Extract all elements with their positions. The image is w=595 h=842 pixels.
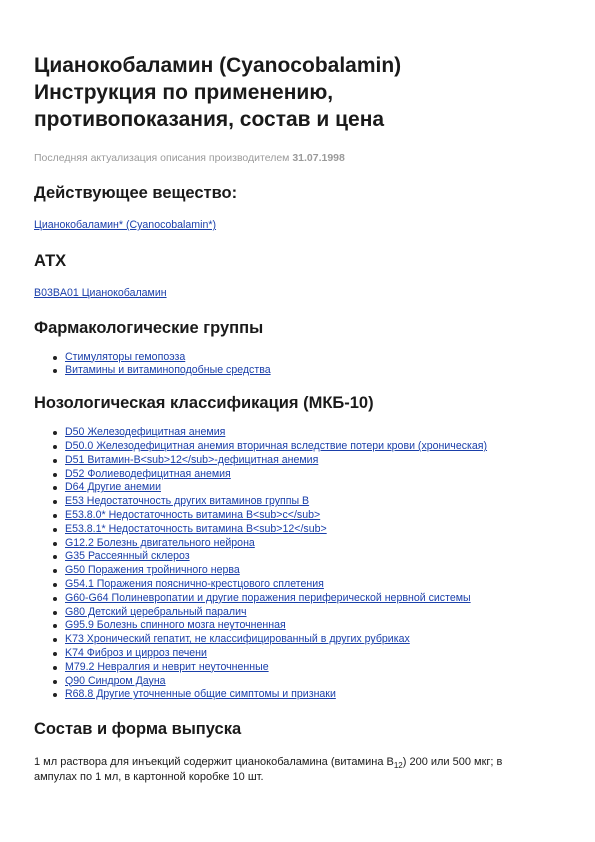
- icd-item: [65, 688, 564, 702]
- document-page: [34, 52, 564, 785]
- pharm-group-item-link[interactable]: Витамины и витаминоподобные средства: [65, 364, 271, 377]
- pharm-group-item: [65, 351, 564, 365]
- icd-item-link[interactable]: E53.8.0* Недостаточность витамина B<sub>c</sub>: [65, 508, 321, 521]
- icd-item: [65, 550, 564, 564]
- pharm-groups-list: [34, 351, 564, 379]
- icd-item: [65, 647, 564, 661]
- icd-item: [65, 619, 564, 633]
- icd-item-link[interactable]: G60-G64 Полиневропатии и другие поражения периферической нервной системы: [65, 591, 471, 604]
- pharm-groups-heading: Фармакологические группы: [34, 318, 264, 337]
- icd-item-link[interactable]: E53.8.1* Недостаточность витамина B<sub>12</sub>: [65, 522, 327, 535]
- composition-text: [34, 755, 564, 785]
- icd-item: [65, 592, 564, 606]
- active-substance-link[interactable]: Цианокобаламин* (Cyanocobalamin*): [34, 219, 217, 231]
- icd-item-link[interactable]: K74 Фиброз и цирроз печени: [65, 646, 207, 659]
- atc-heading: АТХ: [34, 251, 67, 270]
- icd-item: [65, 633, 564, 647]
- page-title-line-1: Цианокобаламин (Cyanocobalamin): [34, 54, 402, 77]
- pharm-group-item-link[interactable]: Стимуляторы гемопоэза: [65, 350, 186, 363]
- icd-item-link[interactable]: G35 Рассеянный склероз: [65, 550, 190, 563]
- composition-text-line-2: ампулах по 1 мл, в картонной коробке 10 шт.: [34, 771, 264, 784]
- icd-item: [65, 426, 564, 440]
- icd-item-link[interactable]: Q90 Синдром Дауна: [65, 674, 166, 687]
- last-updated-date: 31.07.1998: [292, 152, 345, 164]
- icd-item: [65, 661, 564, 675]
- icd-item-link[interactable]: D52 Фолиеводефицитная анемия: [65, 467, 231, 480]
- icd-item: [65, 675, 564, 689]
- icd-list: [34, 426, 564, 702]
- icd-heading: Нозологическая классификация (МКБ-10): [34, 394, 374, 413]
- composition-heading: Состав и форма выпуска: [34, 720, 242, 739]
- icd-item-link[interactable]: M79.2 Невралгия и неврит неуточненные: [65, 660, 269, 673]
- atc-link[interactable]: B03BA01 Цианокобаламин: [34, 286, 167, 299]
- composition-text-part-1: 1 мл раствора для инъекций содержит цианокобаламина (витамина B: [34, 756, 394, 769]
- icd-item: [65, 440, 564, 454]
- icd-item-link[interactable]: D50.0 Железодефицитная анемия вторичная вследствие потери крови (хроническая): [65, 439, 488, 452]
- page-title: [34, 52, 564, 133]
- icd-item-link[interactable]: G54.1 Поражения пояснично-крестцового сплетения: [65, 577, 324, 590]
- icd-item-link[interactable]: E53 Недостаточность других витаминов группы B: [65, 495, 310, 508]
- icd-item: [65, 523, 564, 537]
- icd-item: [65, 537, 564, 551]
- icd-item-link[interactable]: R68.8 Другие уточненные общие симптомы и признаки: [65, 688, 336, 701]
- icd-item: [65, 454, 564, 468]
- pharm-group-item: [65, 364, 564, 378]
- icd-item-link[interactable]: D50 Железодефицитная анемия: [65, 426, 226, 439]
- icd-item-link[interactable]: G12.2 Болезнь двигательного нейрона: [65, 536, 255, 549]
- icd-item: [65, 578, 564, 592]
- active-substance-heading: Действующее вещество:: [34, 184, 238, 202]
- icd-item: [65, 564, 564, 578]
- icd-item-link[interactable]: G80 Детский церебральный паралич: [65, 605, 247, 618]
- last-updated-label: Последняя актуализация описания производителем: [34, 152, 290, 164]
- icd-item: [65, 468, 564, 482]
- page-title-line-3: противопоказания, состав и цена: [34, 108, 385, 131]
- composition-text-subscript: 12: [393, 761, 403, 771]
- composition-text-part-2: ) 200 или 500 мкг; в: [402, 756, 503, 769]
- icd-item-link[interactable]: D51 Витамин-B<sub>12</sub>-дефицитная анемия: [65, 453, 319, 466]
- last-updated: [34, 152, 564, 164]
- icd-item-link[interactable]: G50 Поражения тройничного нерва: [65, 564, 240, 577]
- icd-item-link[interactable]: K73 Хронический гепатит, не классифицированный в других рубриках: [65, 633, 410, 646]
- icd-item: [65, 509, 564, 523]
- page-title-line-2: Инструкция по применению,: [34, 81, 334, 104]
- icd-item-link[interactable]: G95.9 Болезнь спинного мозга неуточненная: [65, 619, 286, 632]
- icd-item-link[interactable]: D64 Другие анемии: [65, 481, 161, 494]
- icd-item: [65, 481, 564, 495]
- icd-item: [65, 606, 564, 620]
- icd-item: [65, 495, 564, 509]
